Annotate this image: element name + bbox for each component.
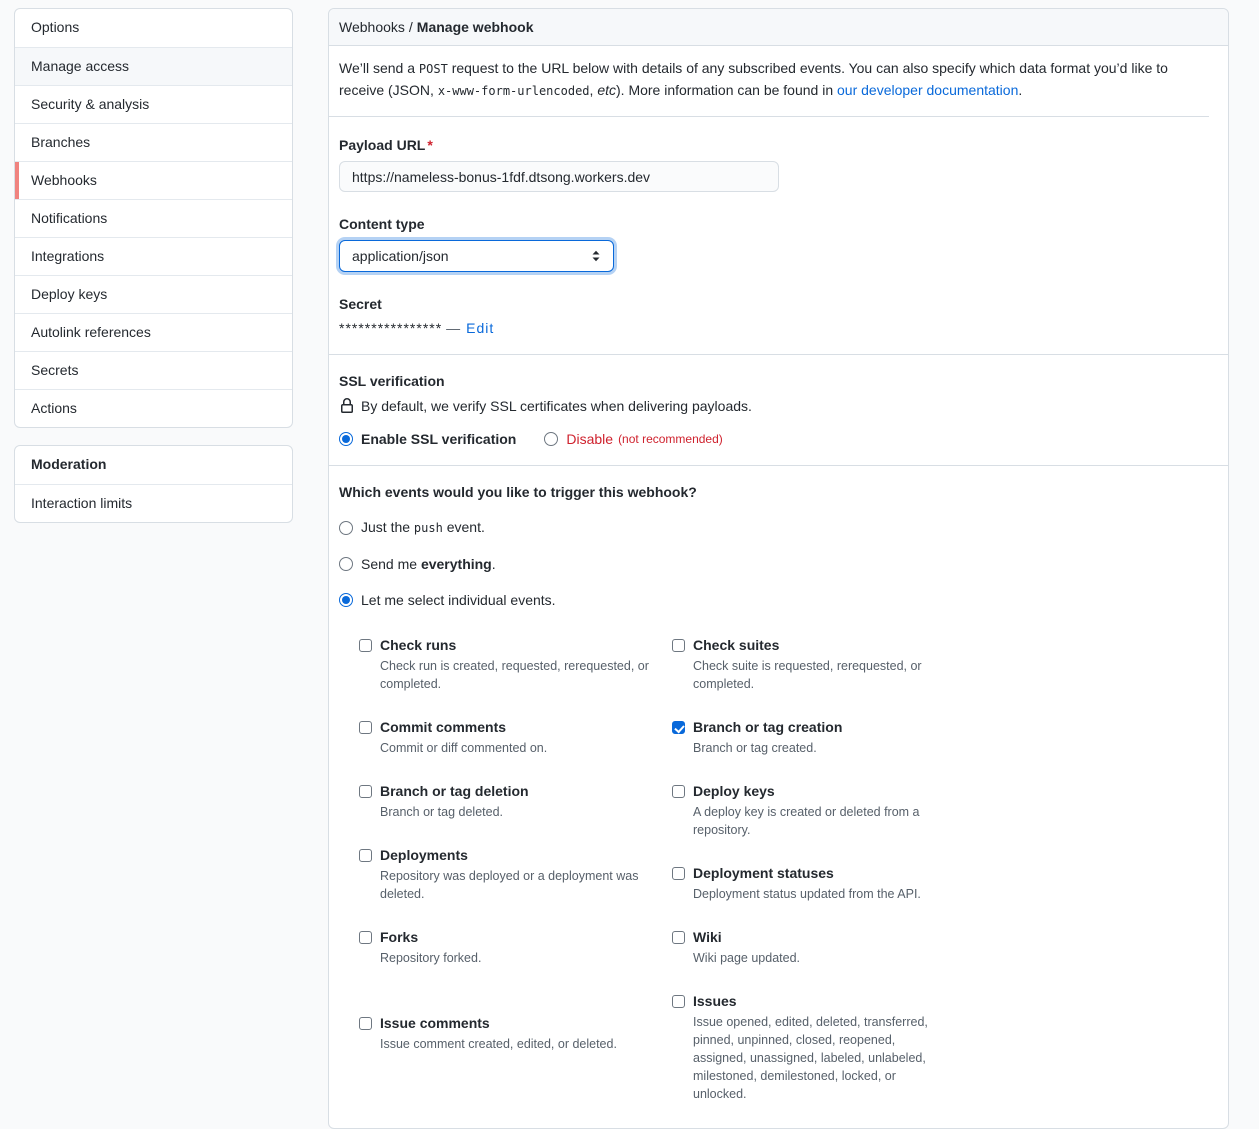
intro-text: request to the URL below with details of any subscribed events. You can also specify which data format you’d like to receive (JSON, [339,60,1168,98]
event-check-runs [359,636,672,693]
webhook-config-section [329,117,1228,355]
event-grid-left-column [359,636,672,1128]
event-issues [672,992,1218,1103]
sidebar-item-actions[interactable] [15,389,292,427]
event-title[interactable]: Deployments [380,847,468,863]
secret-masked-value: **************** [339,320,443,336]
payload-url-label [339,137,1218,153]
payload-url-input[interactable] [339,161,779,192]
developer-documentation-link[interactable]: our developer documentation [837,82,1019,98]
ssl-verification-section [329,355,1228,466]
event-option-individual[interactable] [339,590,1218,610]
content-type-selected-value: application/json [352,248,449,264]
event-description: Issue opened, edited, deleted, transferred, pinned, unpinned, closed, reopened, assigned, unassigned, labeled, unlabeled, milestoned, demilestoned, locked, or unlocked. [693,1015,928,1101]
breadcrumb-webhooks-link[interactable]: Webhooks [339,19,405,35]
checkbox-issue-comments[interactable] [359,1017,372,1030]
event-title[interactable]: Check runs [380,637,457,653]
required-asterisk: * [427,137,433,153]
event-wiki [672,928,1218,967]
intro-text: We’ll send a [339,60,419,76]
ssl-enable-radio[interactable] [339,432,353,446]
event-branch-tag-deletion [359,782,672,821]
ssl-note-row [339,398,1218,414]
event-description: Commit or diff commented on. [380,741,548,755]
ssl-disable-label: Disable [566,431,614,447]
checkbox-commit-comments[interactable] [359,721,372,734]
event-description: Issue comment created, edited, or deleted. [380,1037,617,1051]
intro-code-post: POST [418,62,448,76]
ssl-radio-group [339,431,1218,447]
event-description: A deploy key is created or deleted from a repository. [693,805,920,837]
event-forks [359,928,672,967]
secret-label: Secret [339,296,382,312]
ssl-note-text: By default, we verify SSL certificates when delivering payloads. [361,398,752,414]
event-description: Check suite is requested, rerequested, or completed. [693,659,922,691]
ssl-enable-option[interactable] [339,431,516,447]
sidebar-item-integrations[interactable] [15,237,292,275]
sidebar-item-options[interactable] [15,9,292,47]
event-everything-radio[interactable] [339,557,353,571]
webhook-intro-text [329,46,1209,117]
checkbox-check-runs[interactable] [359,639,372,652]
moderation-section-header [15,446,292,484]
event-branch-tag-creation [672,718,1218,757]
event-issue-comments [359,1014,672,1053]
intro-text: . [1018,82,1023,98]
checkbox-check-suites[interactable] [672,639,685,652]
event-individual-radio[interactable] [339,593,353,607]
sidebar-item-autolink-references[interactable] [15,313,292,351]
sidebar-item-secrets[interactable] [15,351,292,389]
event-push-label: Just the push event. [361,519,485,535]
intro-code-urlencoded: x-www-form-urlencoded [437,84,590,98]
event-title[interactable]: Check suites [693,637,780,653]
content-type-label: Content type [339,216,425,232]
sidebar-item-manage-access[interactable] [15,47,292,85]
sidebar-item-label: Security & analysis [31,96,150,112]
sidebar-item-deploy-keys[interactable] [15,275,292,313]
sidebar-item-webhooks[interactable] [15,161,292,199]
event-title[interactable]: Deploy keys [693,783,775,799]
event-option-everything[interactable] [339,554,1218,574]
event-description: Wiki page updated. [693,951,801,965]
event-grid-right-column [672,636,1218,1128]
event-description: Repository was deployed or a deployment was deleted. [380,869,639,901]
event-title[interactable]: Issues [693,993,737,1009]
payload-url-label-text: Payload URL [339,137,426,153]
event-description: Repository forked. [380,951,482,965]
sidebar-item-label: Branches [31,134,91,150]
sidebar-item-label: Interaction limits [31,495,133,511]
sidebar-item-notifications[interactable] [15,199,292,237]
event-checkbox-grid [359,636,1218,1128]
event-title[interactable]: Deployment statuses [693,865,834,881]
breadcrumb-separator: / [408,19,413,35]
select-updown-icon [591,249,601,263]
moderation-header-label: Moderation [31,456,107,472]
ssl-disable-option[interactable] [544,431,722,447]
event-everything-label: Send me everything. [361,556,496,572]
settings-nav-box [14,8,293,428]
sidebar-item-label: Deploy keys [31,286,108,302]
checkbox-deployment-statuses[interactable] [672,867,685,880]
event-commit-comments [359,718,672,757]
sidebar-item-security-analysis[interactable] [15,85,292,123]
intro-text: etc [597,82,616,98]
breadcrumb [329,9,1228,46]
event-description: Check run is created, requested, rerequested, or completed. [380,659,649,691]
ssl-enable-label: Enable SSL verification [361,431,517,447]
checkbox-forks[interactable] [359,931,372,944]
event-option-push[interactable] [339,517,1218,538]
event-description: Branch or tag deleted. [380,805,503,819]
secret-value-row [339,320,1218,336]
checkbox-deployments[interactable] [359,849,372,862]
event-description: Branch or tag created. [693,741,817,755]
sidebar-item-interaction-limits[interactable] [15,484,292,522]
sidebar-item-label: Notifications [31,210,108,226]
sidebar-item-label: Webhooks [31,172,97,188]
event-title[interactable]: Forks [380,929,419,945]
event-title[interactable]: Issue comments [380,1015,490,1031]
sidebar-item-label: Secrets [31,362,79,378]
lock-icon [339,398,355,414]
sidebar-item-label: Autolink references [31,324,151,340]
event-title[interactable]: Wiki [693,929,722,945]
event-deployment-statuses [672,864,1218,903]
sidebar-item-label: Options [31,19,80,35]
secret-dash: — [446,320,461,336]
sidebar-item-label: Integrations [31,248,105,264]
event-check-suites [672,636,1218,693]
event-push-radio[interactable] [339,521,353,535]
intro-text: , [589,82,598,98]
event-individual-label: Let me select individual events. [361,592,556,608]
sidebar-item-label: Actions [31,400,77,416]
checkbox-wiki[interactable] [672,931,685,944]
event-title[interactable]: Commit comments [380,719,507,735]
secret-edit-link[interactable]: Edit [466,320,495,336]
events-section [329,466,1228,1128]
intro-text: ). More information can be found in [616,82,838,98]
checkbox-branch-tag-creation[interactable] [672,721,685,734]
sidebar-item-branches[interactable] [15,123,292,161]
checkbox-branch-tag-deletion[interactable] [359,785,372,798]
event-title[interactable]: Branch or tag creation [693,719,843,735]
settings-sidebar [14,8,293,523]
ssl-disable-radio[interactable] [544,432,558,446]
checkbox-issues[interactable] [672,995,685,1008]
events-question: Which events would you like to trigger this webhook? [339,484,697,500]
manage-webhook-panel [328,8,1229,1129]
ssl-disable-note: (not recommended) [618,432,723,446]
moderation-nav-box [14,445,293,523]
checkbox-deploy-keys[interactable] [672,785,685,798]
sidebar-item-label: Manage access [31,58,130,74]
page-title: Manage webhook [416,19,534,35]
event-description: Deployment status updated from the API. [693,887,921,901]
ssl-heading: SSL verification [339,373,445,389]
event-title[interactable]: Branch or tag deletion [380,783,529,799]
event-deployments [359,846,672,903]
content-type-select[interactable] [339,240,614,272]
event-deploy-keys [672,782,1218,839]
